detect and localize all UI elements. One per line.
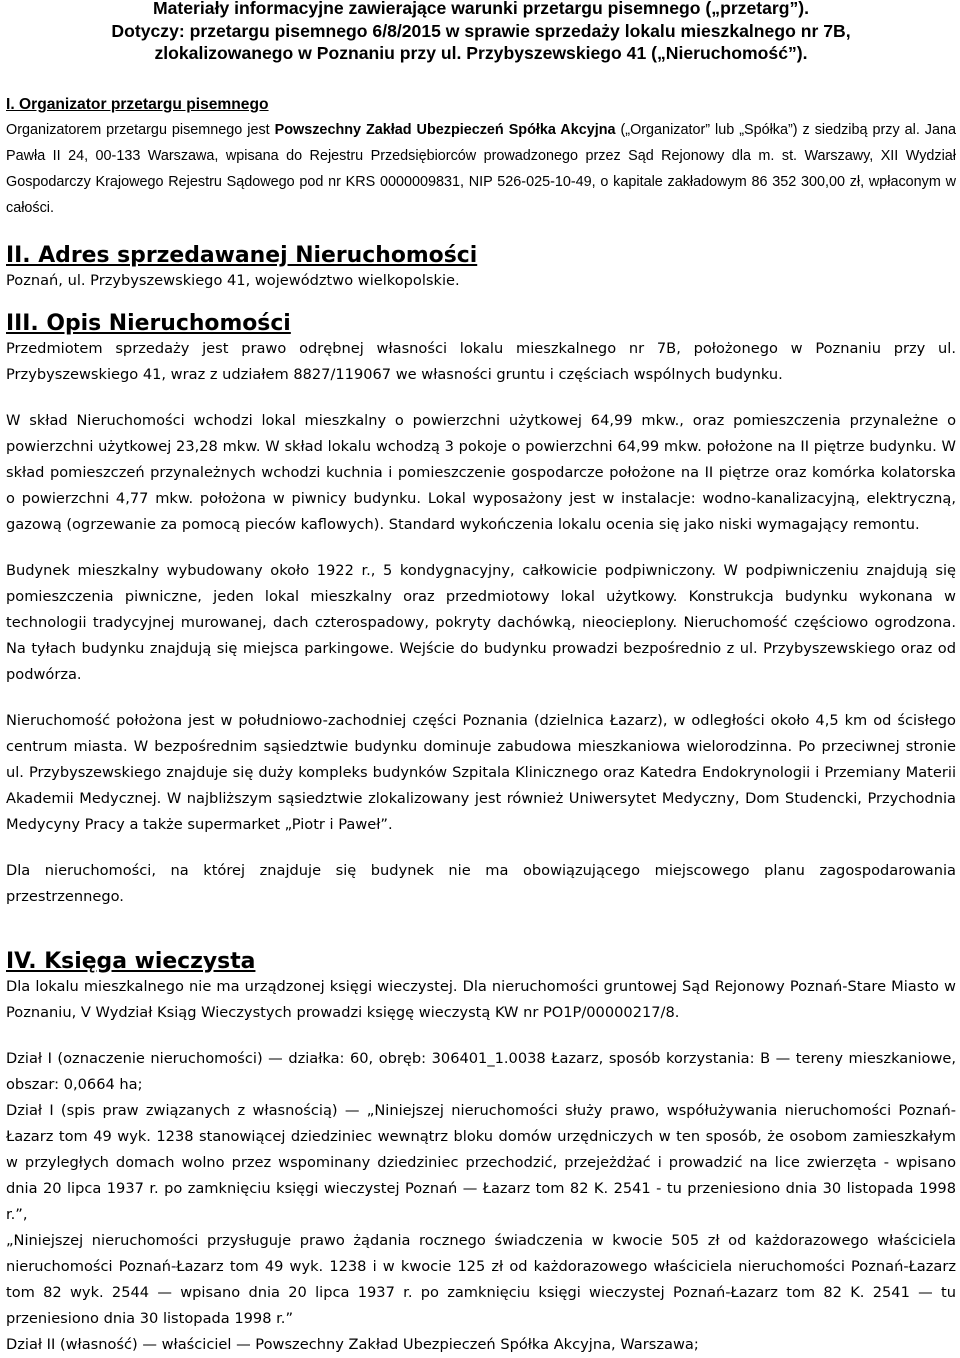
description-paragraph-5: Dla nieruchomości, na której znajduje się budynek nie ma obowiązującego miejscowego planu zagospodarowania przestrzennego. [6,862,956,905]
document-title [6,0,956,65]
title-line-2: Dotyczy: przetargu pisemnego 6/8/2015 w sprawie sprzedaży lokalu mieszkalnego nr 7B, [111,20,851,41]
title-line-3: zlokalizowanego w Poznaniu przy ul. Przybyszewskiego 41 („Nieruchomość”). [154,43,808,63]
section-address [6,243,956,294]
section-organizer [6,92,956,221]
title-line-1: Materiały informacyjne zawierające warunki przetargu pisemnego („przetarg”). [152,0,810,18]
land-register-paragraph-2: Dział I (oznaczenie nieruchomości) — działka: 60, obręb: 306401_1.0038 Łazarz, sposób korzystania: B — tereny mieszkaniowe, obszar: 0,0664 ha; [6,1050,956,1093]
description-paragraph-1: Przedmiotem sprzedaży jest prawo odrębnej własności lokalu mieszkalnego nr 7B, położonego w Poznaniu przy ul. Przybyszewskiego 41, wraz z udziałem 8827/119067 we własności gruntu i częściach wspólnych budynku. [6,340,956,383]
description-paragraph-2: W skład Nieruchomości wchodzi lokal mieszkalny o powierzchni użytkowej 64,99 mkw., oraz pomieszczenia przynależne o powierzchni użytkowej 23,28 mkw. W skład lokalu wchodzą 3 pokoje o powierzchni 64,99 mkw. położone na II piętrze budynku. W skład pomieszczeń przynależnych wchodzi kuchnia i pomieszczenie gospodarcze położone na II piętrze oraz komórka kolatorska o powierzchni 4,77 mkw. położona w piwnicy budynku. Lokal wyposażony jest w instalacje: wodno-kanalizacyjną, elektryczną, gazową (ogrzewanie za pomocą pieców kaflowych). Standard wykończenia lokalu ocenia się jako niski wymagający remontu. [6,412,956,533]
section-description-heading: III. Opis Nieruchomości [6,311,291,336]
description-paragraph-3: Budynek mieszkalny wybudowany około 1922 r., 5 kondygnacyjny, całkowicie podpiwniczony. W podpiwniczeniu znajdują się pomieszczenia piwniczne, jeden lokal mieszkalny oraz przedmiotowy lokal użytkowy. Konstrukcja budynku wykonana w technologii tradycyjnej murowanej, dach czterospadowy, pokryty dachówką, nieocieplony. Nieruchomość częściowo ogrodzona. Na tyłach budynku znajdują się miejsca parkingowe. Wejście do budynku prowadzi bezpośrednio z ul. Przybyszewskiego oraz od podwórza. [6,562,956,683]
section-description [6,311,956,910]
section-address-text: Poznań, ul. Przybyszewskiego 41, województwo wielkopolskie. [6,272,460,289]
section-address-heading: II. Adres sprzedawanej Nieruchomości [6,243,478,268]
company-name: Powszechny Zakład Ubezpieczeń Spółka Akcyjna [274,122,616,138]
section-organizer-heading: I. Organizator przetargu pisemnego [6,96,269,113]
land-register-paragraph-3: Dział I (spis praw związanych z własnością) — „Niniejszej nieruchomości służy prawo, współużywania nieruchomości Poznań-Łazarz tom 49 wyk. 1238 stanowiącej dziedziniec wewnątrz bloku domów urzędniczych w ten sposób, że osobom zamieszkałym w przyległych domach wolno przez wspominany dziedziniec przechodzić, przejeżdżać i prowadzić na lice zwierzęta - wpisano dnia 20 lipca 1937 r. po zamknięciu księgi wieczystej Poznań — Łazarz tom 82 K. 2541 - tu przeniesiono dnia 30 listopada 1998 r.”, [6,1102,956,1223]
land-register-paragraph-1: Dla lokalu mieszkalnego nie ma urządzonej księgi wieczystej. Dla nieruchomości gruntowej Sąd Rejonowy Poznań-Stare Miasto w Poznaniu, V Wydział Ksiąg Wieczystych prowadzi księgę wieczystą KW nr PO1P/00000217/8. [6,978,956,1021]
land-register-paragraph-5: Dział II (własność) — właściciel — Powszechny Zakład Ubezpieczeń Spółka Akcyjna, Warszawa; [6,1336,699,1353]
land-register-paragraph-4: „Niniejszej nieruchomości przysługuje prawo żądania rocznego świadczenia w kwocie 505 zł od każdorazowego właściciela nieruchomości Poznań-Łazarz tom 49 wyk. 1238 i w kwocie 125 zł od każdorazowego właściciela nieruchomości Poznań-Łazarz tom 82 wyk. 2544 — wpisano dnia 20 lipca 1937 r. po zamknięciu księgi wieczystej Poznań-Łazarz tom 82 K. 2541 — tu przeniesiono dnia 30 listopada 1998 r.” [6,1232,956,1327]
section-organizer-text: Organizatorem przetargu pisemnego jest Powszechny Zakład Ubezpieczeń Spółka Akcyjna („Organizator” lub „Spółka”) z siedzibą przy al. Jana Pawła II 24, 00-133 Warszawa, wpisana do Rejestru Przedsiębiorców prowadzonego przez Sąd Rejonowy dla m. st. Warszawy, XII Wydział Gospodarczy Krajowego Rejestru Sądowego pod nr KRS 0000009831, NIP 526-025-10-49, o kapitale zakładowym 86 352 300,00 zł, wpłaconym w całości. [6,122,957,216]
section-land-register [6,949,956,1358]
description-paragraph-4: Nieruchomość położona jest w południowo-zachodniej części Poznania (dzielnica Łazarz), w odległości około 4,5 km od ścisłego centrum miasta. W bezpośrednim sąsiedztwie budynku dominuje zabudowa mieszkaniowa wielorodzinna. Po przeciwnej stronie ul. Przybyszewskiego znajduje się duży kompleks budynków Szpitala Klinicznego oraz Katedra Endokrynologii i Przemiany Materii Akademii Medycznej. W najbliższym sąsiedztwie zlokalizowany jest również Uniwersytet Medyczny, Dom Studencki, Przychodnia Medycyny Pracy a także supermarket „Piotr i Paweł”. [6,712,956,833]
section-land-register-heading: IV. Księga wieczysta [6,949,256,974]
